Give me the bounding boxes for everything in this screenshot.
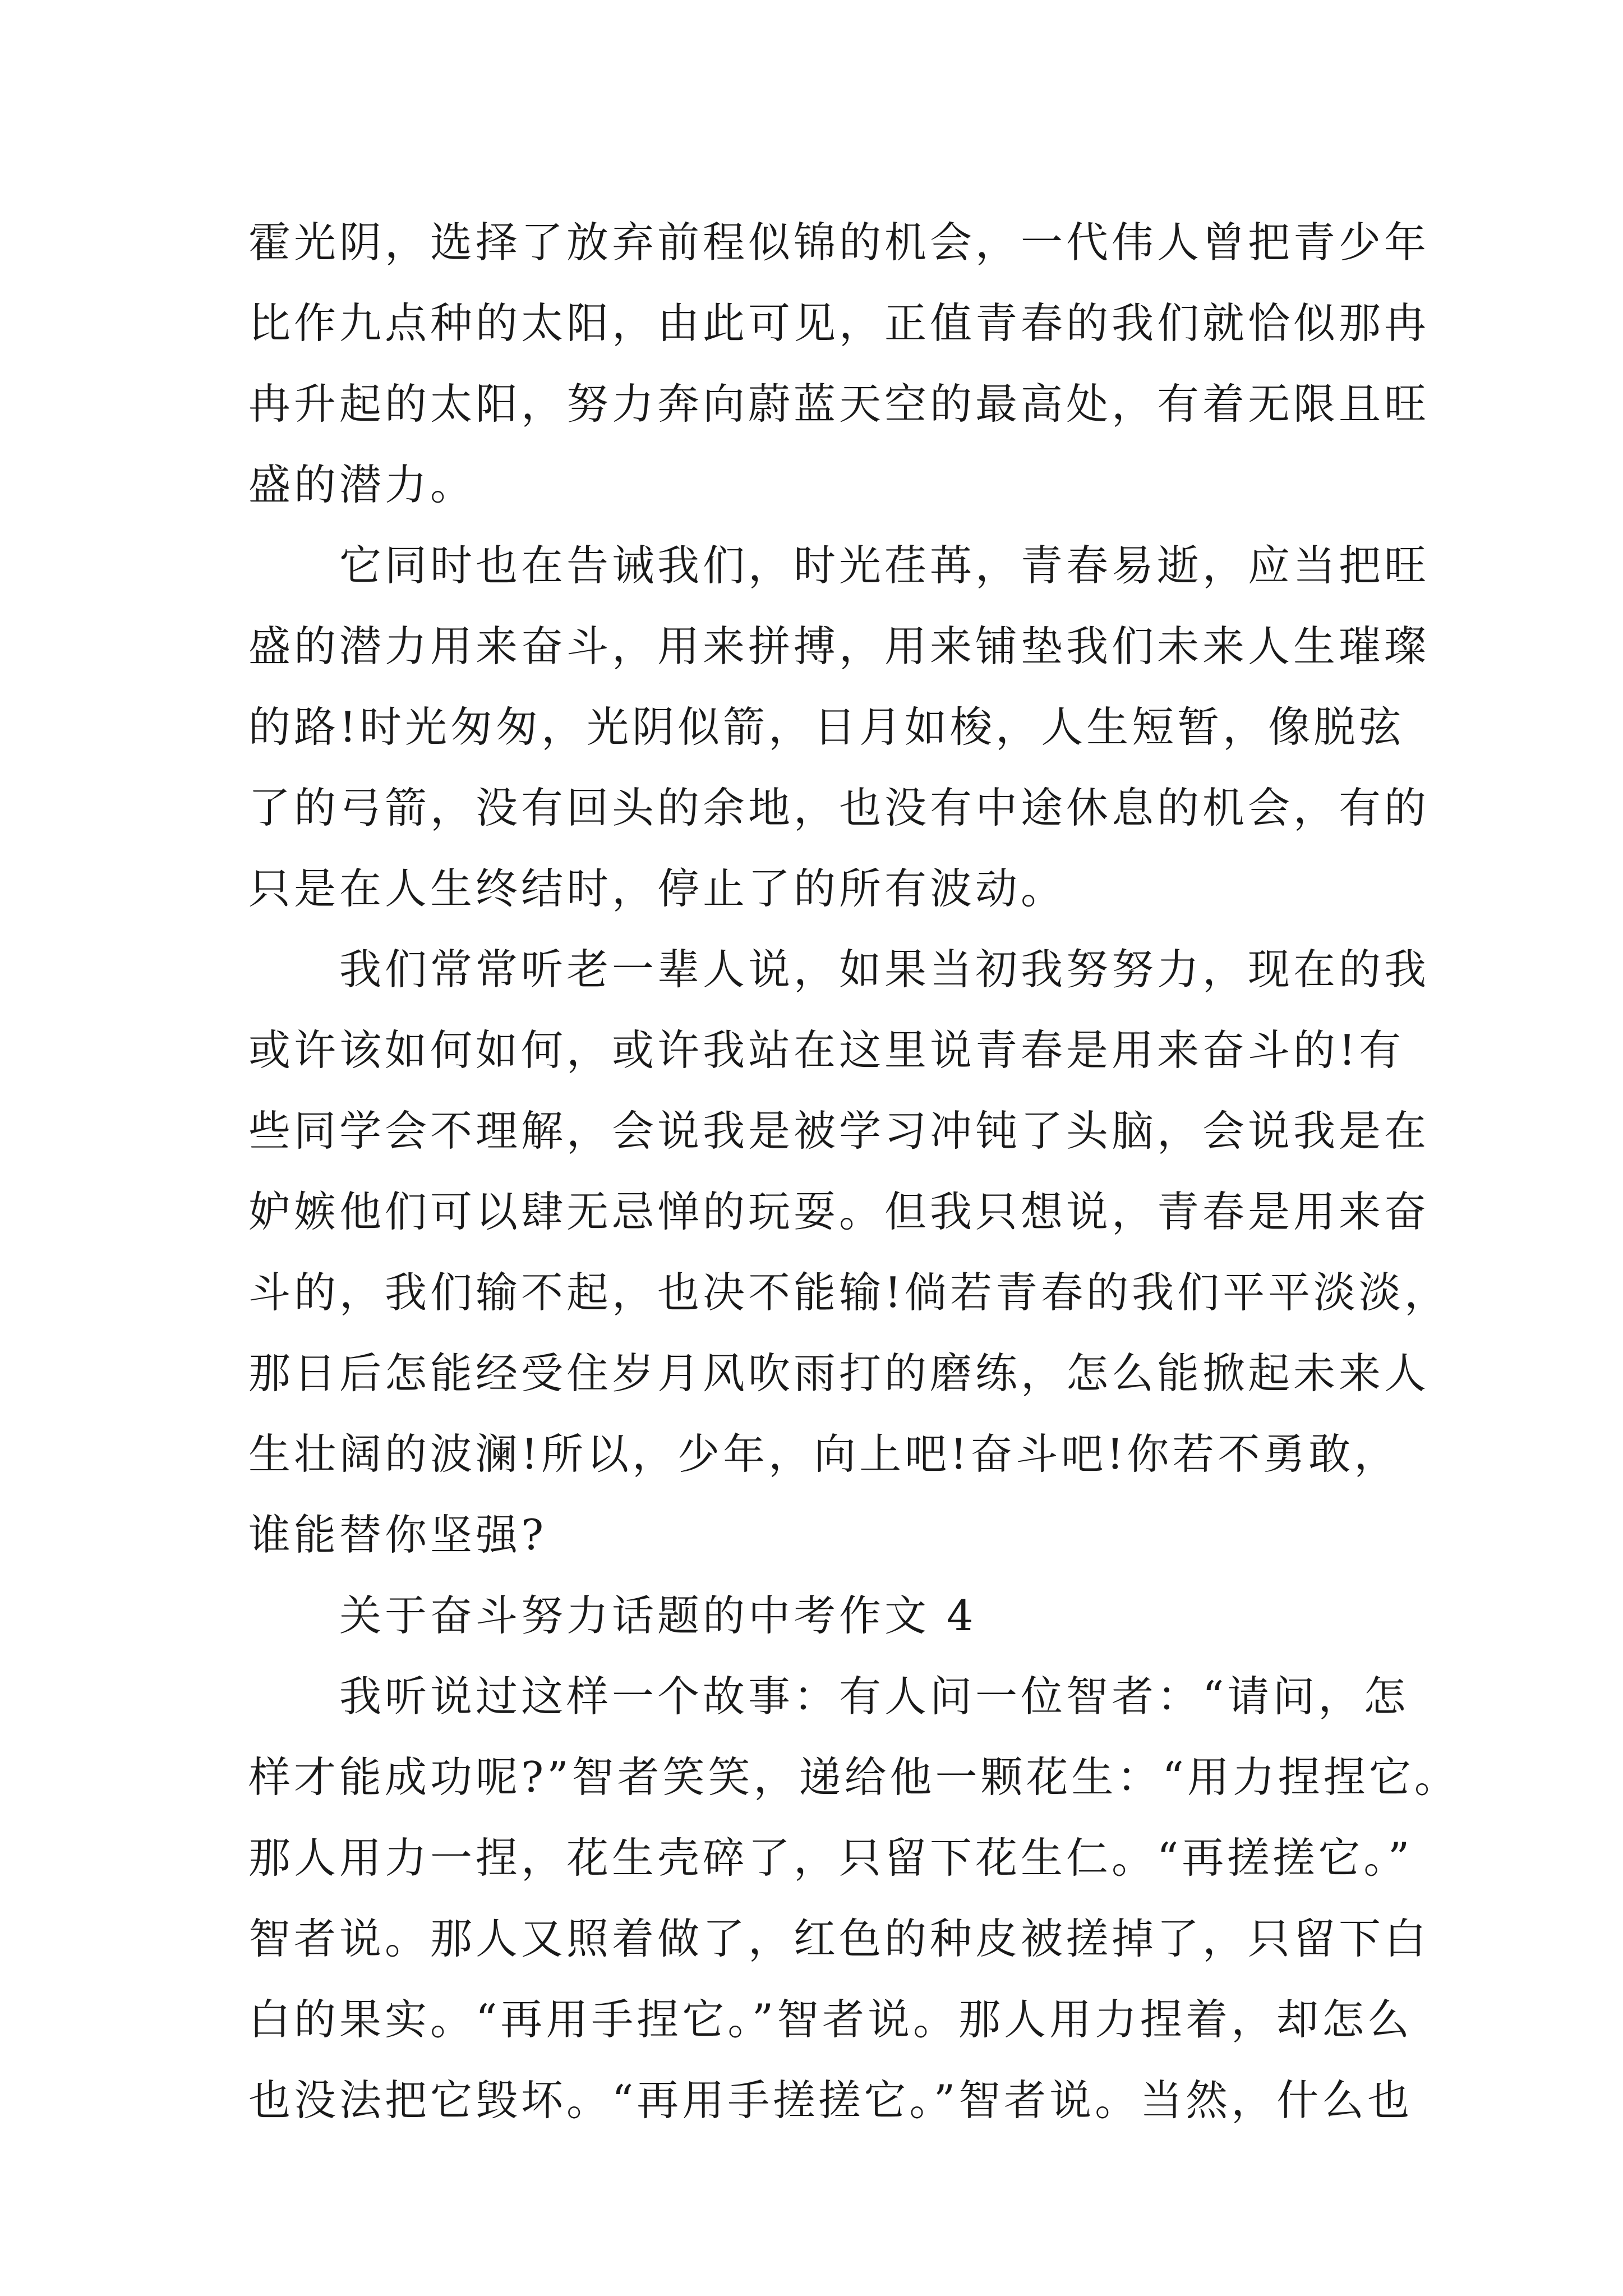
paragraph-2 xyxy=(248,525,1430,929)
paragraph-4 xyxy=(248,1656,1460,2141)
text-line: 样才能成功呢?”智者笑笑，递给他一颗花生：“用力捏捏它。 xyxy=(248,1752,1460,1802)
section-heading xyxy=(248,1575,1393,1656)
text-line: 盛的潜力用来奋斗，用来拼搏，用来铺垫我们未来人生璀璨 xyxy=(248,622,1430,671)
text-line: 霍光阴，选择了放弃前程似锦的机会，一代伟人曾把青少年 xyxy=(248,218,1430,267)
text-line: 智者说。那人又照着做了，红色的种皮被搓掉了，只留下白 xyxy=(248,1914,1430,1963)
text-line: 生壮阔的波澜!所以，少年，向上吧!奋斗吧!你若不勇敢， xyxy=(248,1429,1400,1479)
text-line: 斗的，我们输不起，也决不能输!倘若青春的我们平平淡淡， xyxy=(248,1268,1450,1317)
text-line: 白的果实。“再用手捏它。”智者说。那人用力捏着，却怎么 xyxy=(248,1995,1413,2044)
text-line: 比作九点种的太阳，由此可见，正值青春的我们就恰似那冉 xyxy=(248,298,1430,348)
document-body xyxy=(248,202,1460,2141)
text-line: 谁能替你坚强? xyxy=(248,1510,547,1559)
text-line: 或许该如何如何，或许我站在这里说青春是用来奋斗的!有 xyxy=(248,1025,1405,1075)
text-line: 它同时也在告诫我们，时光荏苒，青春易逝，应当把旺 xyxy=(248,541,1430,590)
paragraph-3 xyxy=(248,929,1450,1575)
text-line: 我听说过这样一个故事：有人问一位智者：“请问，怎 xyxy=(248,1672,1409,1721)
paragraph-1 xyxy=(248,202,1430,525)
text-line: 那人用力一捏，花生壳碎了，只留下花生仁。“再搓搓它。” xyxy=(248,1833,1413,1883)
text-line: 那日后怎能经受住岁月风吹雨打的磨练，怎么能掀起未来人 xyxy=(248,1349,1430,1398)
text-line: 盛的潜力。 xyxy=(248,460,476,509)
text-line: 我们常常听老一辈人说，如果当初我努努力，现在的我 xyxy=(248,945,1430,994)
text-line: 了的弓箭，没有回头的余地，也没有中途休息的机会，有的 xyxy=(248,783,1430,832)
heading-text: 关于奋斗努力话题的中考作文 4 xyxy=(248,1591,977,1640)
text-line: 妒嫉他们可以肆无忌惮的玩耍。但我只想说，青春是用来奋 xyxy=(248,1187,1430,1236)
text-line: 的路!时光匆匆，光阴似箭，日月如梭，人生短暂，像脱弦 xyxy=(248,702,1405,752)
text-line: 只是在人生终结时，停止了的所有波动。 xyxy=(248,864,1067,913)
text-line: 冉升起的太阳，努力奔向蔚蓝天空的最高处，有着无限且旺 xyxy=(248,379,1430,429)
text-line: 也没法把它毁坏。“再用手搓搓它。”智者说。当然，什么也 xyxy=(248,2076,1413,2125)
text-line: 些同学会不理解，会说我是被学习冲钝了头脑，会说我是在 xyxy=(248,1106,1430,1156)
